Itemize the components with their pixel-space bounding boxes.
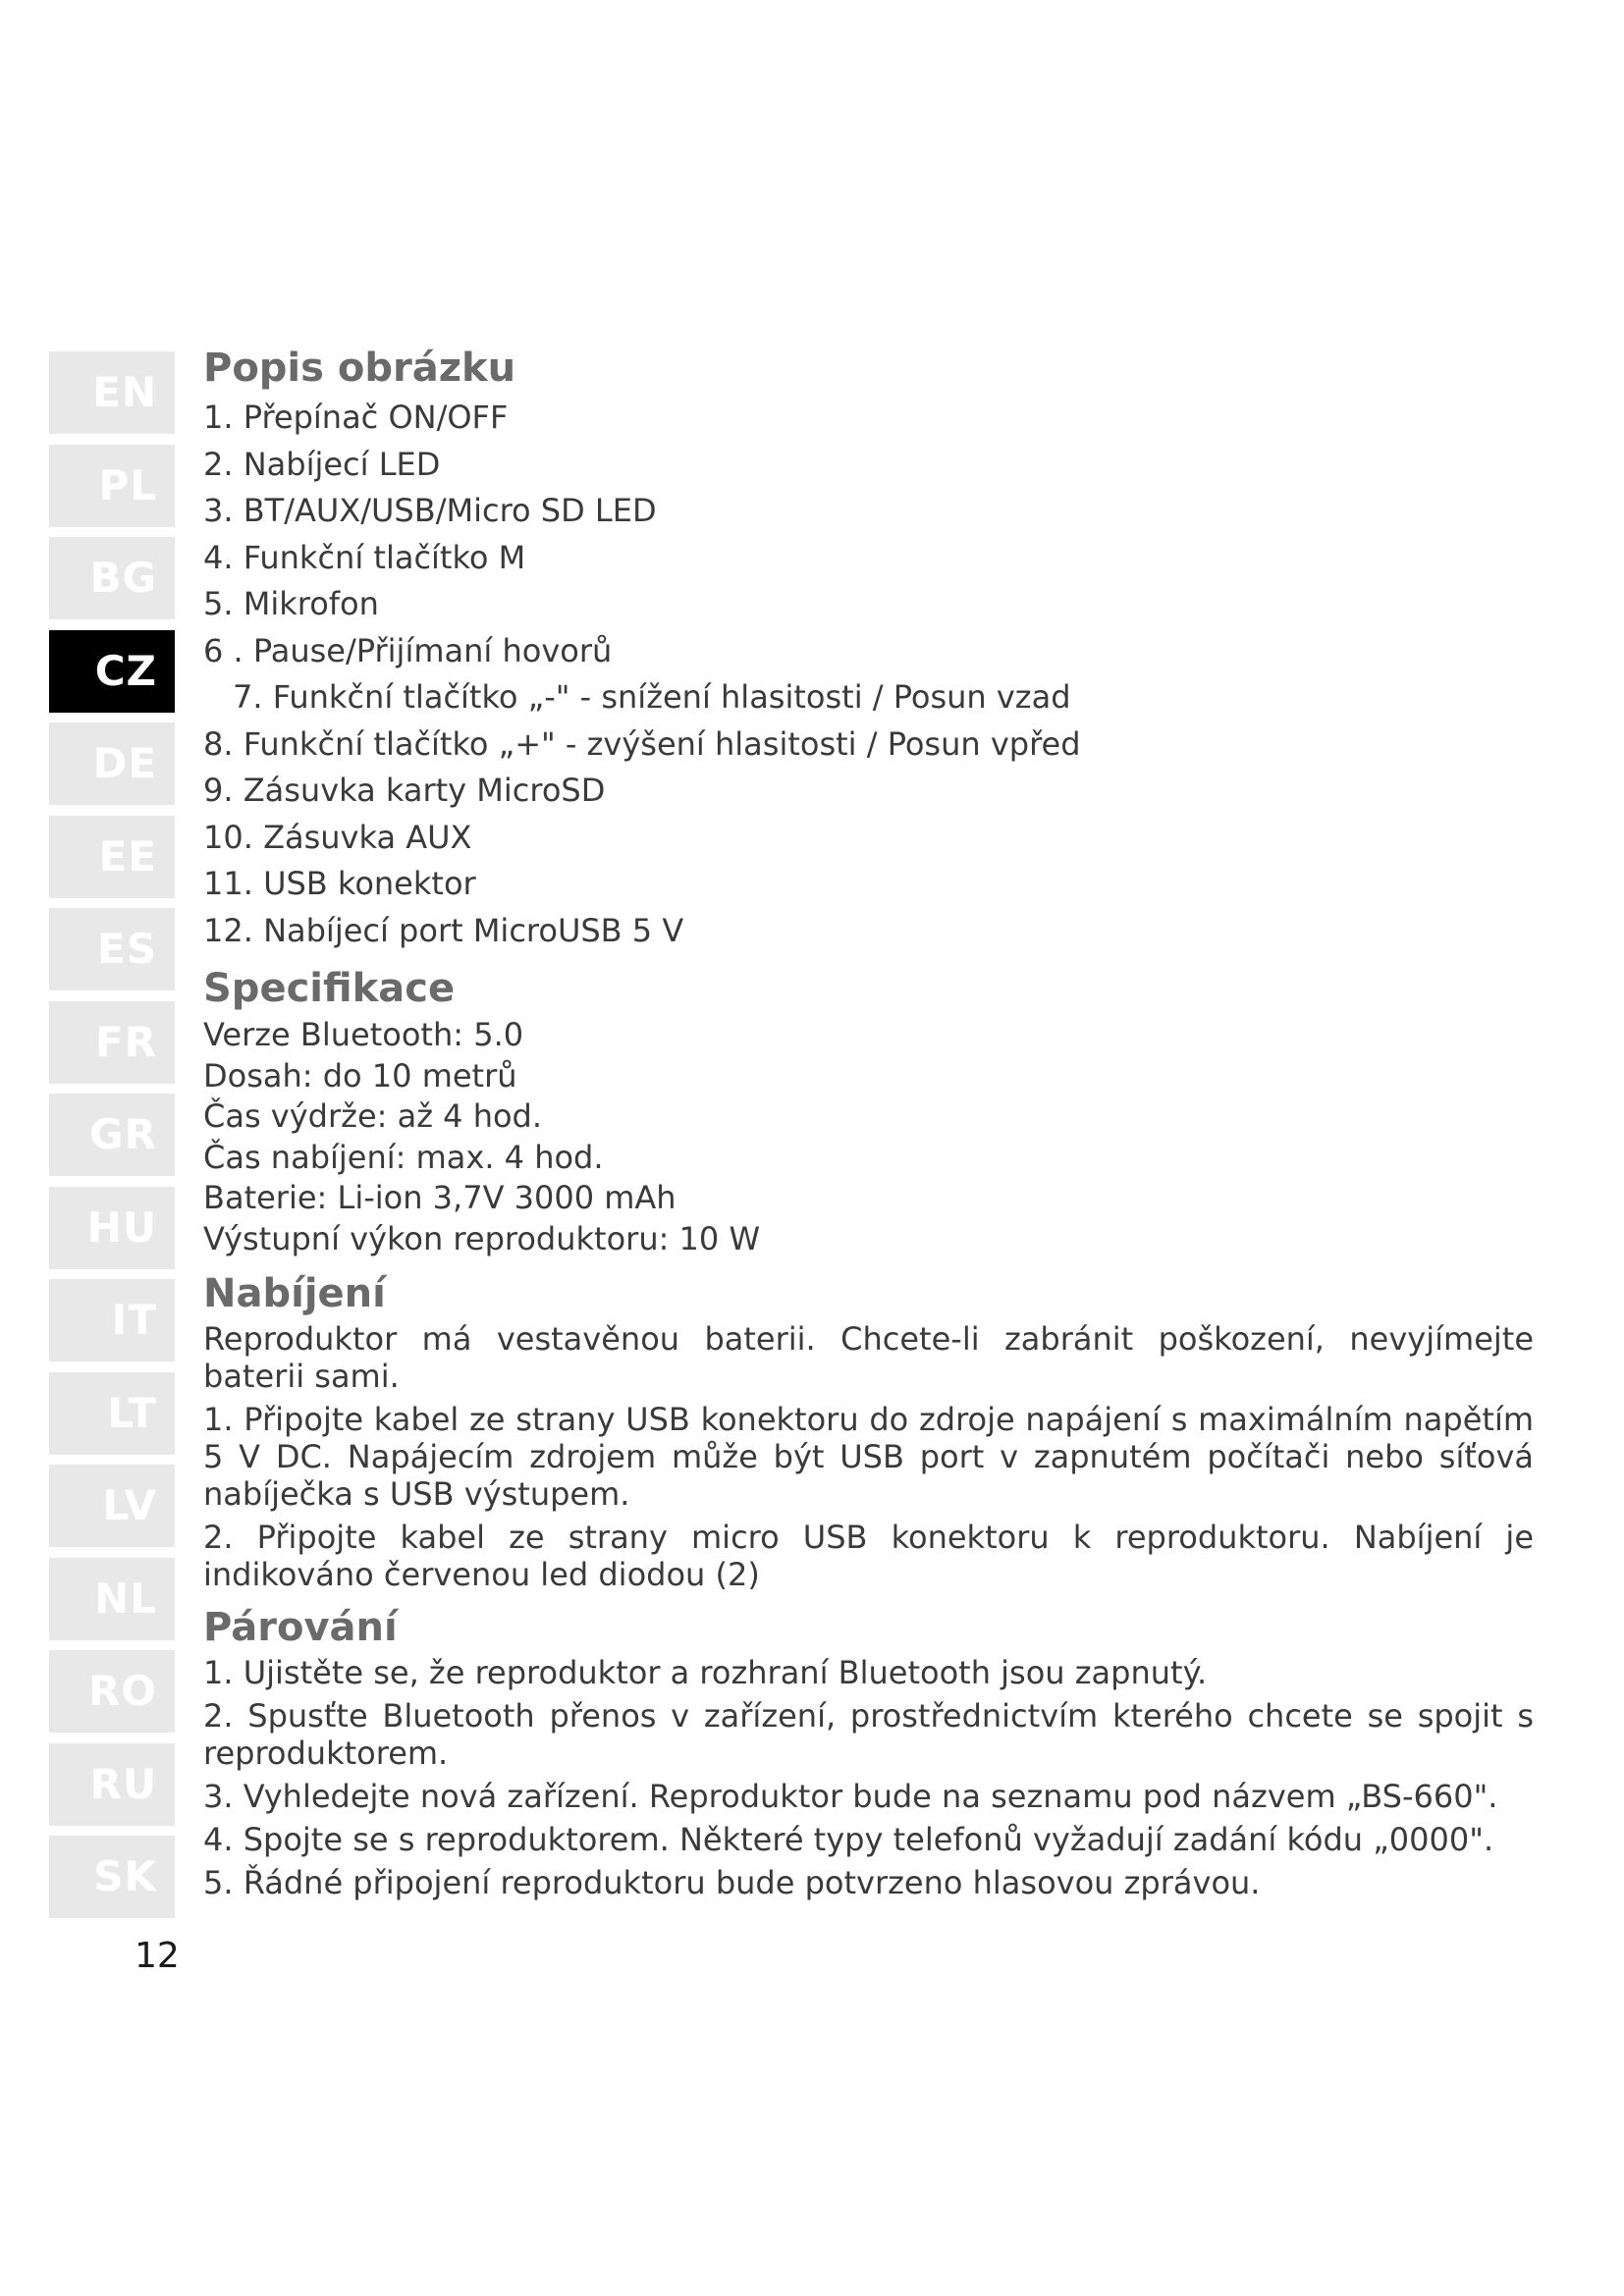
paragraph: 5. Řádné připojení reproduktoru bude potvrzeno hlasovou zprávou. — [203, 1864, 1261, 1901]
list-item: 7. Funkční tlačítko „-" - snížení hlasitosti / Posun vzad — [233, 678, 1071, 716]
section-title-description: Popis obrázku — [203, 346, 516, 391]
lang-tab-pl[interactable]: PL — [49, 445, 175, 527]
lang-tab-sk[interactable]: SK — [49, 1836, 175, 1918]
list-item: 11. USB konektor — [203, 865, 476, 902]
lang-tab-en[interactable]: EN — [49, 351, 175, 434]
spec-item: Verze Bluetooth: 5.0 — [203, 1016, 524, 1053]
specs-list — [203, 1015, 1541, 1259]
list-item: 6 . Pause/Přijímaní hovorů — [203, 631, 613, 669]
paragraph: 2. Připojte kabel ze strany micro USB konektoru k reproduktoru. Nabíjení je indikováno červenou led diodou (2) — [203, 1519, 1534, 1593]
lang-tab-ee[interactable]: EE — [49, 816, 175, 898]
list-item: 5. Mikrofon — [203, 585, 379, 622]
paragraph: 1. Připojte kabel ze strany USB konektoru do zdroje napájení s maximálním napětím 5 V DC. Napájecím zdrojem může být USB port v zapnutém počítači nebo síťová nabíječka s USB výstupem. — [203, 1401, 1534, 1513]
lang-tab-bg[interactable]: BG — [49, 537, 175, 619]
list-item: 1. Přepínač ON/OFF — [203, 399, 509, 436]
lang-tab-cz[interactable]: CZ — [49, 630, 175, 713]
lang-tab-gr[interactable]: GR — [49, 1094, 175, 1176]
lang-tab-es[interactable]: ES — [49, 908, 175, 990]
list-item: 3. BT/AUX/USB/Micro SD LED — [203, 492, 657, 529]
spec-item: Čas výdrže: až 4 hod. — [203, 1097, 543, 1135]
list-item: 8. Funkční tlačítko „+" - zvýšení hlasitosti / Posun vpřed — [203, 724, 1081, 763]
list-item: 12. Nabíjecí port MicroUSB 5 V — [203, 911, 684, 949]
paragraph: Reproduktor má vestavěnou baterii. Chcete-li zabránit poškození, nevyjímejte baterii sami. — [203, 1320, 1534, 1395]
paragraph: 2. Spusťte Bluetooth přenos v zařízení, prostřednictvím kterého chcete se spojit s reproduktorem. — [203, 1697, 1534, 1772]
section-title-charging: Nabíjení — [203, 1271, 386, 1316]
lang-tab-ru[interactable]: RU — [49, 1743, 175, 1826]
list-item: 4. Funkční tlačítko M — [203, 538, 526, 576]
lang-tab-ro[interactable]: RO — [49, 1650, 175, 1733]
list-item: 10. Zásuvka AUX — [203, 818, 472, 856]
language-tabs — [49, 351, 175, 1929]
section-title-pairing: Párování — [203, 1605, 398, 1650]
spec-item: Čas nabíjení: max. 4 hod. — [203, 1138, 604, 1176]
list-item: 9. Zásuvka karty MicroSD — [203, 772, 606, 809]
spec-item: Baterie: Li-ion 3,7V 3000 mAh — [203, 1179, 677, 1216]
lang-tab-lv[interactable]: LV — [49, 1465, 175, 1547]
section-title-specs: Specifikace — [203, 966, 456, 1011]
lang-tab-nl[interactable]: NL — [49, 1558, 175, 1640]
pairing-text — [203, 1654, 1541, 1901]
paragraph: 1. Ujistěte se, že reproduktor a rozhraní Bluetooth jsou zapnutý. — [203, 1654, 1208, 1691]
lang-tab-hu[interactable]: HU — [49, 1187, 175, 1269]
lang-tab-de[interactable]: DE — [49, 722, 175, 805]
list-item: 2. Nabíjecí LED — [203, 445, 441, 483]
manual-content — [203, 342, 1541, 1907]
spec-item: Výstupní výkon reproduktoru: 10 W — [203, 1219, 761, 1257]
lang-tab-fr[interactable]: FR — [49, 1001, 175, 1084]
lang-tab-lt[interactable]: LT — [49, 1372, 175, 1455]
spec-item: Dosah: do 10 metrů — [203, 1056, 517, 1095]
lang-tab-it[interactable]: IT — [49, 1279, 175, 1362]
paragraph: 4. Spojte se s reproduktorem. Některé typy telefonů vyžadují zadání kódu „0000". — [203, 1821, 1494, 1858]
page-number: 12 — [135, 1936, 180, 1976]
paragraph: 3. Vyhledejte nová zařízení. Reproduktor bude na seznamu pod názvem „BS-660". — [203, 1778, 1498, 1815]
description-list — [203, 395, 1541, 954]
charging-text — [203, 1320, 1541, 1593]
